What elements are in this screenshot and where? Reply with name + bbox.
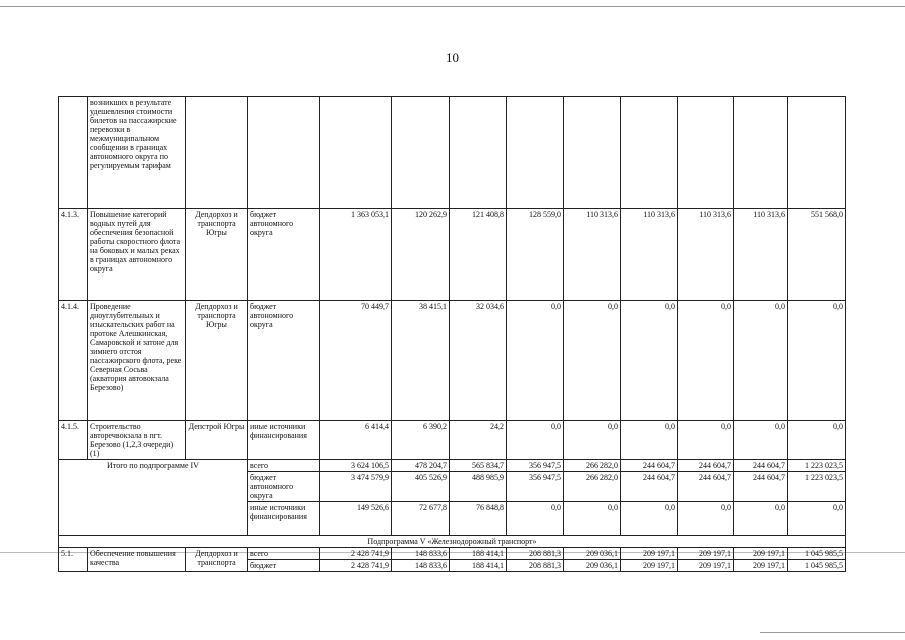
cell-value: 110 313,6	[564, 209, 621, 301]
cell-source: бюджет автономного округа	[248, 472, 320, 502]
cell-value: 209 197,1	[678, 548, 734, 560]
cell-value: 208 881,3	[507, 560, 564, 572]
cell-value: 3 624 106,5	[320, 460, 392, 472]
cell-value: 110 313,6	[678, 209, 734, 301]
page-number: 10	[446, 50, 459, 65]
cell-value: 244 604,7	[734, 460, 788, 472]
cell-value: 0,0	[734, 502, 788, 536]
cell-value: 266 282,0	[564, 472, 621, 502]
table-row	[59, 209, 846, 301]
cell-value: 1 045 985,5	[788, 560, 846, 572]
cell-value: 0,0	[788, 421, 846, 460]
cell-num: 4.1.5.	[59, 421, 88, 460]
cell-value: 0,0	[621, 502, 678, 536]
cell-value: 121 408,8	[450, 209, 507, 301]
cell-value: 209 197,1	[678, 560, 734, 572]
cell-value: 405 526,9	[392, 472, 450, 502]
cell-executor: Депдорхоз и транспорта	[186, 548, 248, 572]
cell-value: 356 947,5	[507, 460, 564, 472]
cell-value: 0,0	[564, 301, 621, 421]
cell-value: 1 223 023,5	[788, 460, 846, 472]
cell-source: всего	[248, 548, 320, 560]
cell-value: 0,0	[621, 301, 678, 421]
table-row	[59, 301, 846, 421]
cell-value: 2 428 741,9	[320, 560, 392, 572]
cell-value: 148 833,6	[392, 560, 450, 572]
cell-value: 244 604,7	[621, 460, 678, 472]
cell-value: 0,0	[734, 421, 788, 460]
cell-value: 0,0	[621, 421, 678, 460]
cell-value: 0,0	[678, 421, 734, 460]
cell-name: возникших в результате удешевления стоимости билетов на пассажирские перевозки в межмуниципальном сообщении в границах автономного округа по регулируемым тарифам	[88, 97, 186, 209]
cell-source: бюджет автономного округа	[248, 301, 320, 421]
cell-value: 128 559,0	[507, 209, 564, 301]
cell-value: 0,0	[507, 301, 564, 421]
subprogram-header-row	[59, 536, 846, 548]
cell-value: 0,0	[507, 421, 564, 460]
cell-value: 24,2	[450, 421, 507, 460]
cell-value: 0,0	[678, 502, 734, 536]
cell-value: 6 414,4	[320, 421, 392, 460]
cell-value: 110 313,6	[621, 209, 678, 301]
cell-source: бюджет автономного округа	[248, 209, 320, 301]
cell-name: Проведение дноуглубительных и изыскательских работ на протоке Алешкинская, Самаровской и затоне для зимнего отстоя пассажирского флота, реке Северная Сосьва (акватория автовокзала Березово)	[88, 301, 186, 421]
cell-value: 1 045 985,5	[788, 548, 846, 560]
cell-executor: Депстрой Югры	[186, 421, 248, 460]
cell-value: 565 834,7	[450, 460, 507, 472]
cell-value: 209 197,1	[734, 560, 788, 572]
cell-value: 76 848,8	[450, 502, 507, 536]
cell-value: 120 262,9	[392, 209, 450, 301]
cell-value: 148 833,6	[392, 548, 450, 560]
cell-value: 244 604,7	[621, 472, 678, 502]
cell-value: 0,0	[564, 502, 621, 536]
cell-value: 32 034,6	[450, 301, 507, 421]
cell-value: 149 526,6	[320, 502, 392, 536]
cell-source: бюджет	[248, 560, 320, 572]
program-table	[58, 96, 846, 572]
cell-value: 209 197,1	[621, 548, 678, 560]
cell-source: всего	[248, 460, 320, 472]
cell-value: 0,0	[564, 421, 621, 460]
cell-value: 1 363 053,1	[320, 209, 392, 301]
subprogram-title: Подпрограмма V «Железнодорожный транспорт»	[59, 536, 846, 548]
cell-executor: Депдорхоз и транспорта Югры	[186, 209, 248, 301]
cell-name: Повышение категорий водных путей для обеспечения безопасной работы скоростного флота на боковых и малых реках в границах автономного округа	[88, 209, 186, 301]
cell-value: 0,0	[788, 502, 846, 536]
cell-name: Строительство авторечвокзала в пгт. Березово (1,2,3 очереди) (1)	[88, 421, 186, 460]
cell-value: 1 223 023,5	[788, 472, 846, 502]
cell-value: 0,0	[507, 502, 564, 536]
cell-value: 110 313,6	[734, 209, 788, 301]
cell-value: 244 604,7	[734, 472, 788, 502]
cell-value: 244 604,7	[678, 460, 734, 472]
cell-num: 4.1.3.	[59, 209, 88, 301]
cell-value: 478 204,7	[392, 460, 450, 472]
cell-value: 209 197,1	[734, 548, 788, 560]
cell-value: 209 036,1	[564, 548, 621, 560]
cell-value: 0,0	[734, 301, 788, 421]
total-row	[59, 460, 846, 472]
cell-value: 208 881,3	[507, 548, 564, 560]
cell-value: 266 282,0	[564, 460, 621, 472]
cell-value: 209 197,1	[621, 560, 678, 572]
cell-value: 188 414,1	[450, 548, 507, 560]
cell-value: 2 428 741,9	[320, 548, 392, 560]
cell-num: 5.1.	[59, 548, 88, 572]
cell-value: 72 677,8	[392, 502, 450, 536]
cell-executor: Депдорхоз и транспорта Югры	[186, 301, 248, 421]
cell-value: 188 414,1	[450, 560, 507, 572]
scan-edge-top	[0, 6, 905, 7]
table-row	[59, 97, 846, 209]
table-row	[59, 421, 846, 460]
cell-source: иные источники финансирования	[248, 502, 320, 536]
cell-value: 38 415,1	[392, 301, 450, 421]
cell-value: 244 604,7	[678, 472, 734, 502]
table-row	[59, 548, 846, 560]
cell-value: 0,0	[788, 301, 846, 421]
cell-name: Обеспечение повышения качества	[88, 548, 186, 572]
total-label: Итого по подпрограмме IV	[59, 460, 248, 536]
cell-value: 3 474 579,9	[320, 472, 392, 502]
cell-value: 6 390,2	[392, 421, 450, 460]
scan-edge-bottom	[760, 632, 905, 633]
cell-value: 0,0	[678, 301, 734, 421]
cell-value: 551 568,0	[788, 209, 846, 301]
cell-value: 209 036,1	[564, 560, 621, 572]
cell-value: 488 985,9	[450, 472, 507, 502]
cell-source: иные источники финансирования	[248, 421, 320, 460]
cell-num	[59, 97, 88, 209]
cell-value: 356 947,5	[507, 472, 564, 502]
cell-num: 4.1.4.	[59, 301, 88, 421]
cell-value: 70 449,7	[320, 301, 392, 421]
